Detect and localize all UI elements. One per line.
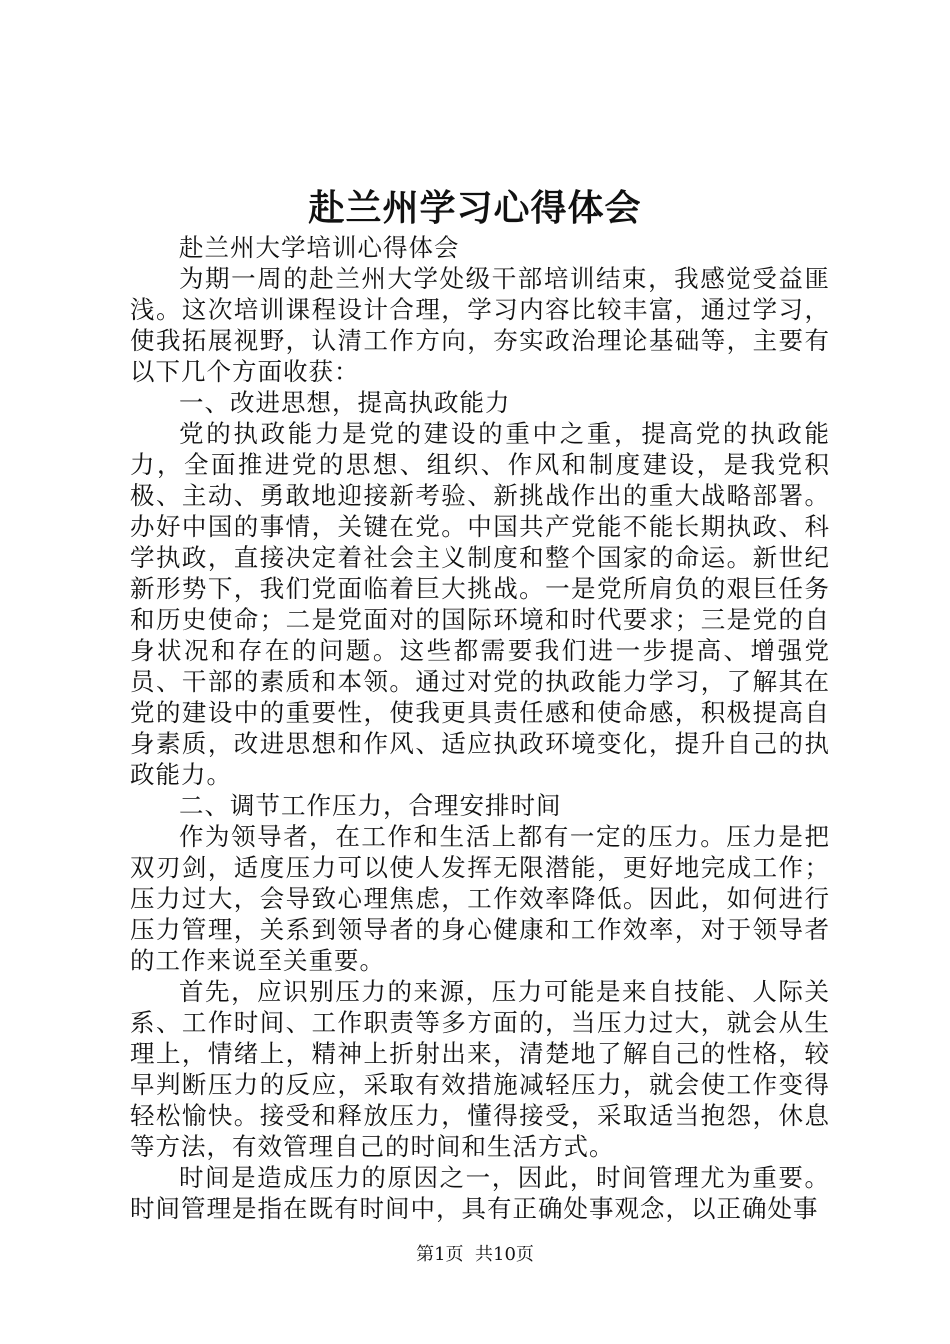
footer-separator	[464, 1244, 475, 1265]
paragraph-subtitle: 赴兰州大学培训心得体会	[179, 233, 460, 262]
document-body	[130, 232, 830, 1224]
paragraph-section-2-c: 时间是造成压力的原因之一，因此，时间管理尤为重要。时间管理是指在既有时间中，具有正确处事观念，以正确处事	[130, 1163, 830, 1223]
section-heading-1: 一、改进思想，提高执政能力	[179, 388, 511, 417]
page-footer	[0, 1243, 950, 1267]
paragraph-section-1: 党的执政能力是党的建设的重中之重，提高党的执政能力，全面推进党的思想、组织、作风和制度建设，是我党积极、主动、勇敢地迎接新考验、新挑战作出的重大战略部署。办好中国的事情，关键在党。中国共产党能不能长期执政、科学执政，直接决定着社会主义制度和整个国家的命运。新世纪新形势下，我们党面临着巨大挑战。一是党所肩负的艰巨任务和历史使命；二是党面对的国际环境和时代要求；三是党的自身状况和存在的问题。这些都需要我们进一步提高、增强党员、干部的素质和本领。通过对党的执政能力学习，了解其在党的建设中的重要性，使我更具责任感和使命感，积极提高自身素质，改进思想和作风、适应执政环境变化，提升自己的执政能力。	[130, 419, 830, 789]
paragraph-section-2-a: 作为领导者，在工作和生活上都有一定的压力。压力是把双刃剑，适度压力可以使人发挥无限潜能，更好地完成工作；压力过大，会导致心理焦虑，工作效率降低。因此，如何进行压力管理，关系到领导者的身心健康和工作效率，对于领导者的工作来说至关重要。	[130, 822, 830, 975]
paragraph-section-2-b: 首先，应识别压力的来源，压力可能是来自技能、人际关系、工作时间、工作职责等多方面的，当压力过大，就会从生理上，情绪上，精神上折射出来，清楚地了解自己的性格，较早判断压力的反应，采取有效措施减轻压力，就会使工作变得轻松愉快。接受和释放压力，懂得接受，采取适当抱怨，休息等方法，有效管理自己的时间和生活方式。	[130, 977, 830, 1161]
document-title: 赴兰州学习心得体会	[308, 188, 642, 229]
paragraph-intro: 为期一周的赴兰州大学处级干部培训结束，我感觉受益匪浅。这次培训课程设计合理，学习内容比较丰富，通过学习，使我拓展视野，认清工作方向，夯实政治理论基础等，主要有以下几个方面收获：	[130, 264, 830, 386]
page-total: 共10页	[475, 1244, 534, 1265]
section-heading-2: 二、调节工作压力，合理安排时间	[179, 791, 562, 820]
page-number: 第1页	[416, 1244, 464, 1265]
